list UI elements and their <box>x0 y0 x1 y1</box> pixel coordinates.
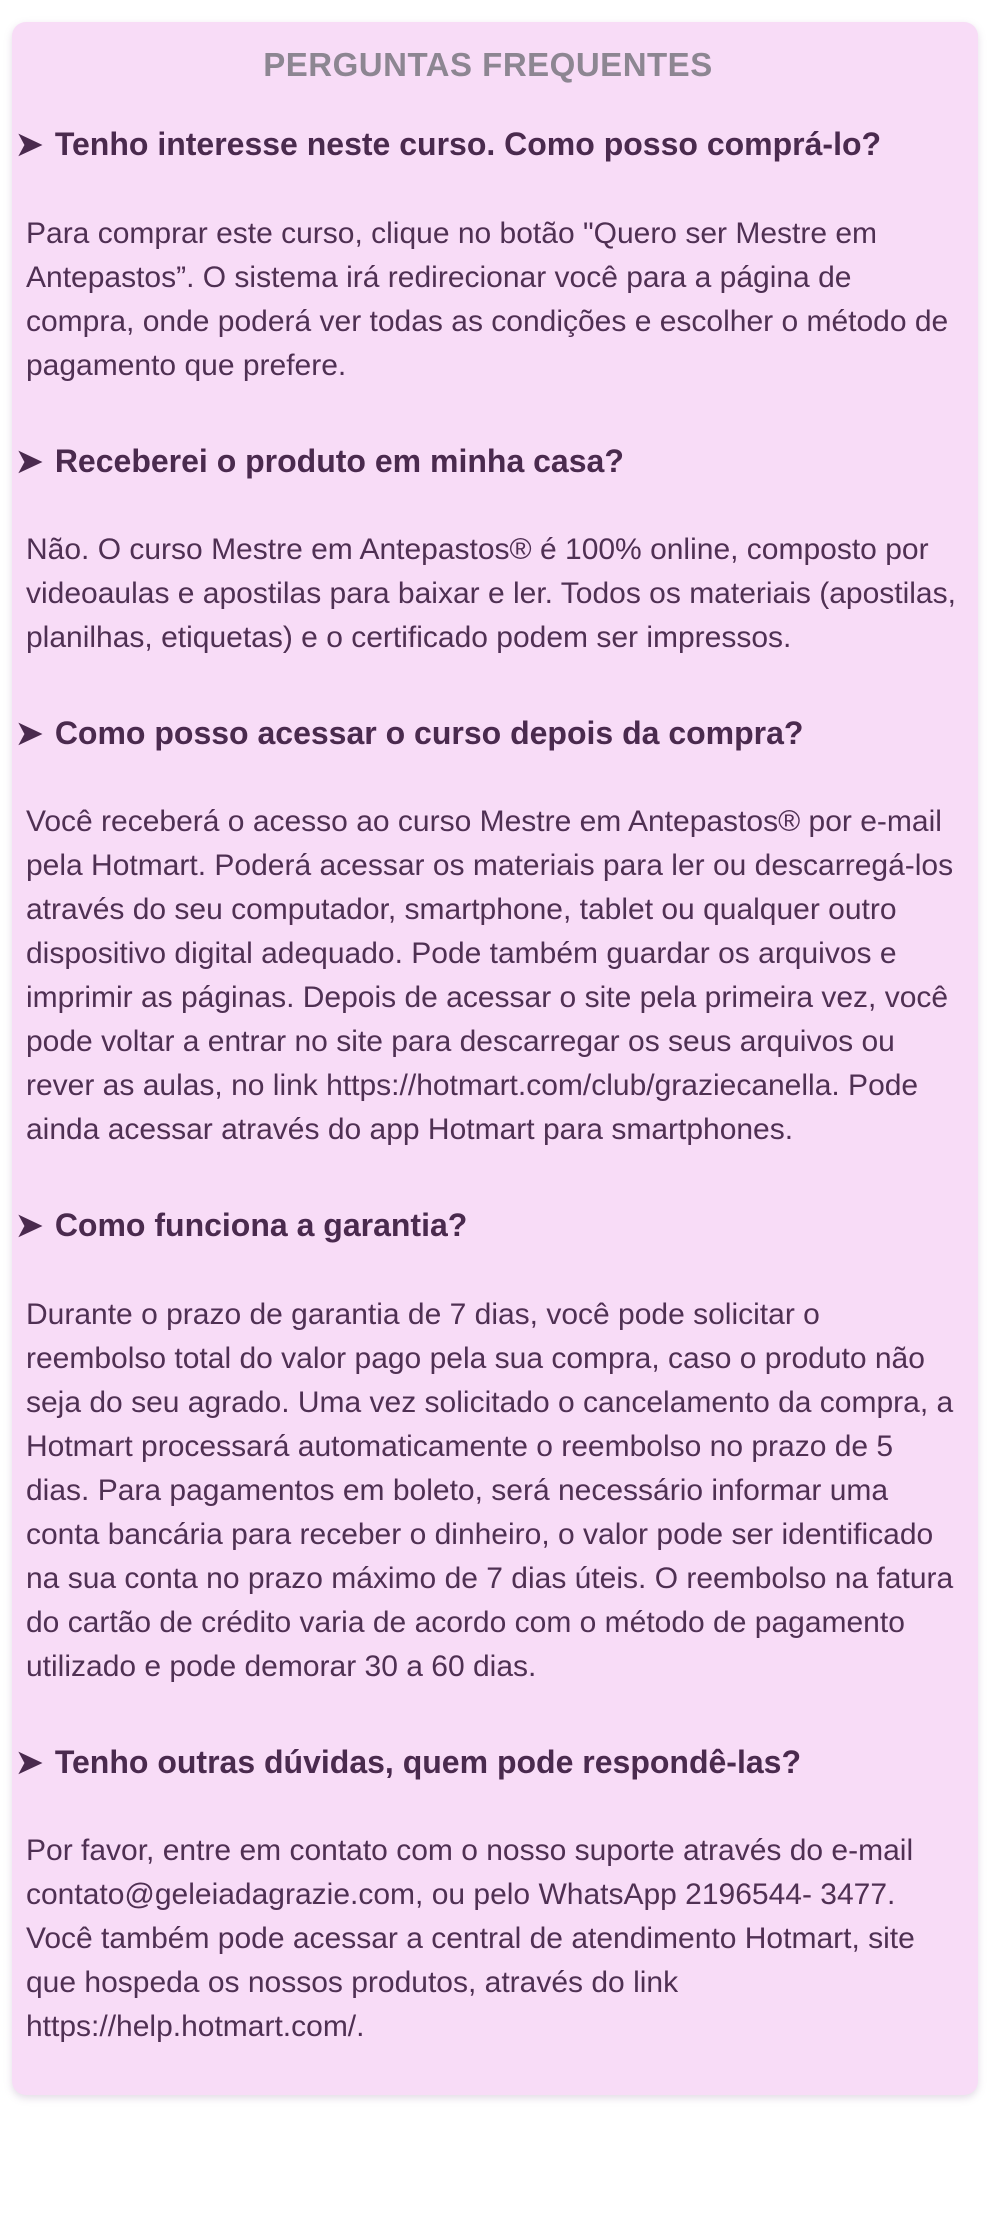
faq-answer: Para comprar este curso, clique no botão "Quero ser Mestre em Antepastos”. O sistema irá redirecionar você para a página de compra, onde poderá ver todas as condições e escolher o método de pagamento que prefere. <box>26 216 949 382</box>
faq-item <box>16 1206 960 1688</box>
arrow-right-icon: ➤ <box>16 442 43 479</box>
faq-answer: Não. O curso Mestre em Antepastos® é 100% online, composto por videoaulas e apostilas para baixar e ler. Todos os materiais (apostilas, planilhas, etiquetas) e o certificado podem ser impressos. <box>26 533 956 655</box>
faq-section-title: PERGUNTAS FREQUENTES <box>263 46 713 83</box>
faq-answer: Você receberá o acesso ao curso Mestre em Antepastos® por e-mail pela Hotmart. Poderá acessar os materiais para ler ou descarregá-los através do seu computador, smartphone, tablet ou qualquer outro dispositivo digital adequado. Pode também guardar os arquivos e imprimir as páginas. Depois de acessar o site pela primeira vez, você pode voltar a entrar no site para descarregar os seus arquivos ou rever as aulas, no link https://hotmart.com/club/graziecanella. Pode ainda acessar através do app Hotmart para smartphones. <box>26 805 954 1147</box>
faq-item <box>16 1743 960 2049</box>
faq-question-text: Receberei o produto em minha casa? <box>54 442 624 479</box>
faq-question <box>16 714 960 752</box>
faq-item <box>16 714 960 1152</box>
faq-question <box>16 442 960 480</box>
faq-answer: Por favor, entre em contato com o nosso suporte através do e-mail contato@geleiadagrazie.com, ou pelo WhatsApp 2196544- 3477. Você também pode acessar a central de atendimento Hotmart, site que hospeda os nossos produtos, através do link https://help.hotmart.com/. <box>26 1834 915 2044</box>
arrow-right-icon: ➤ <box>16 715 43 752</box>
faq-question-text: Como posso acessar o curso depois da compra? <box>54 715 804 752</box>
faq-question <box>16 1206 960 1244</box>
faq-question <box>16 1743 960 1781</box>
faq-item <box>16 125 960 387</box>
faq-question <box>16 125 960 163</box>
arrow-right-icon: ➤ <box>16 126 43 163</box>
faq-card <box>12 22 978 2095</box>
faq-question-text: Como funciona a garantia? <box>54 1207 468 1244</box>
faq-question-text: Tenho interesse neste curso. Como posso comprá-lo? <box>54 126 882 163</box>
faq-item <box>16 442 960 660</box>
arrow-right-icon: ➤ <box>16 1207 43 1244</box>
faq-question-text: Tenho outras dúvidas, quem pode respondê-las? <box>54 1743 801 1780</box>
arrow-right-icon: ➤ <box>16 1743 43 1780</box>
faq-answer: Durante o prazo de garantia de 7 dias, você pode solicitar o reembolso total do valor pago pela sua compra, caso o produto não seja do seu agrado. Uma vez solicitado o cancelamento da compra, a Hotmart processará automaticamente o reembolso no prazo de 5 dias. Para pagamentos em boleto, será necessário informar uma conta bancária para receber o dinheiro, o valor pode ser identificado na sua conta no prazo máximo de 7 dias úteis. O reembolso na fatura do cartão de crédito varia de acordo com o método de pagamento utilizado e pode demorar 30 a 60 dias. <box>26 1297 954 1683</box>
